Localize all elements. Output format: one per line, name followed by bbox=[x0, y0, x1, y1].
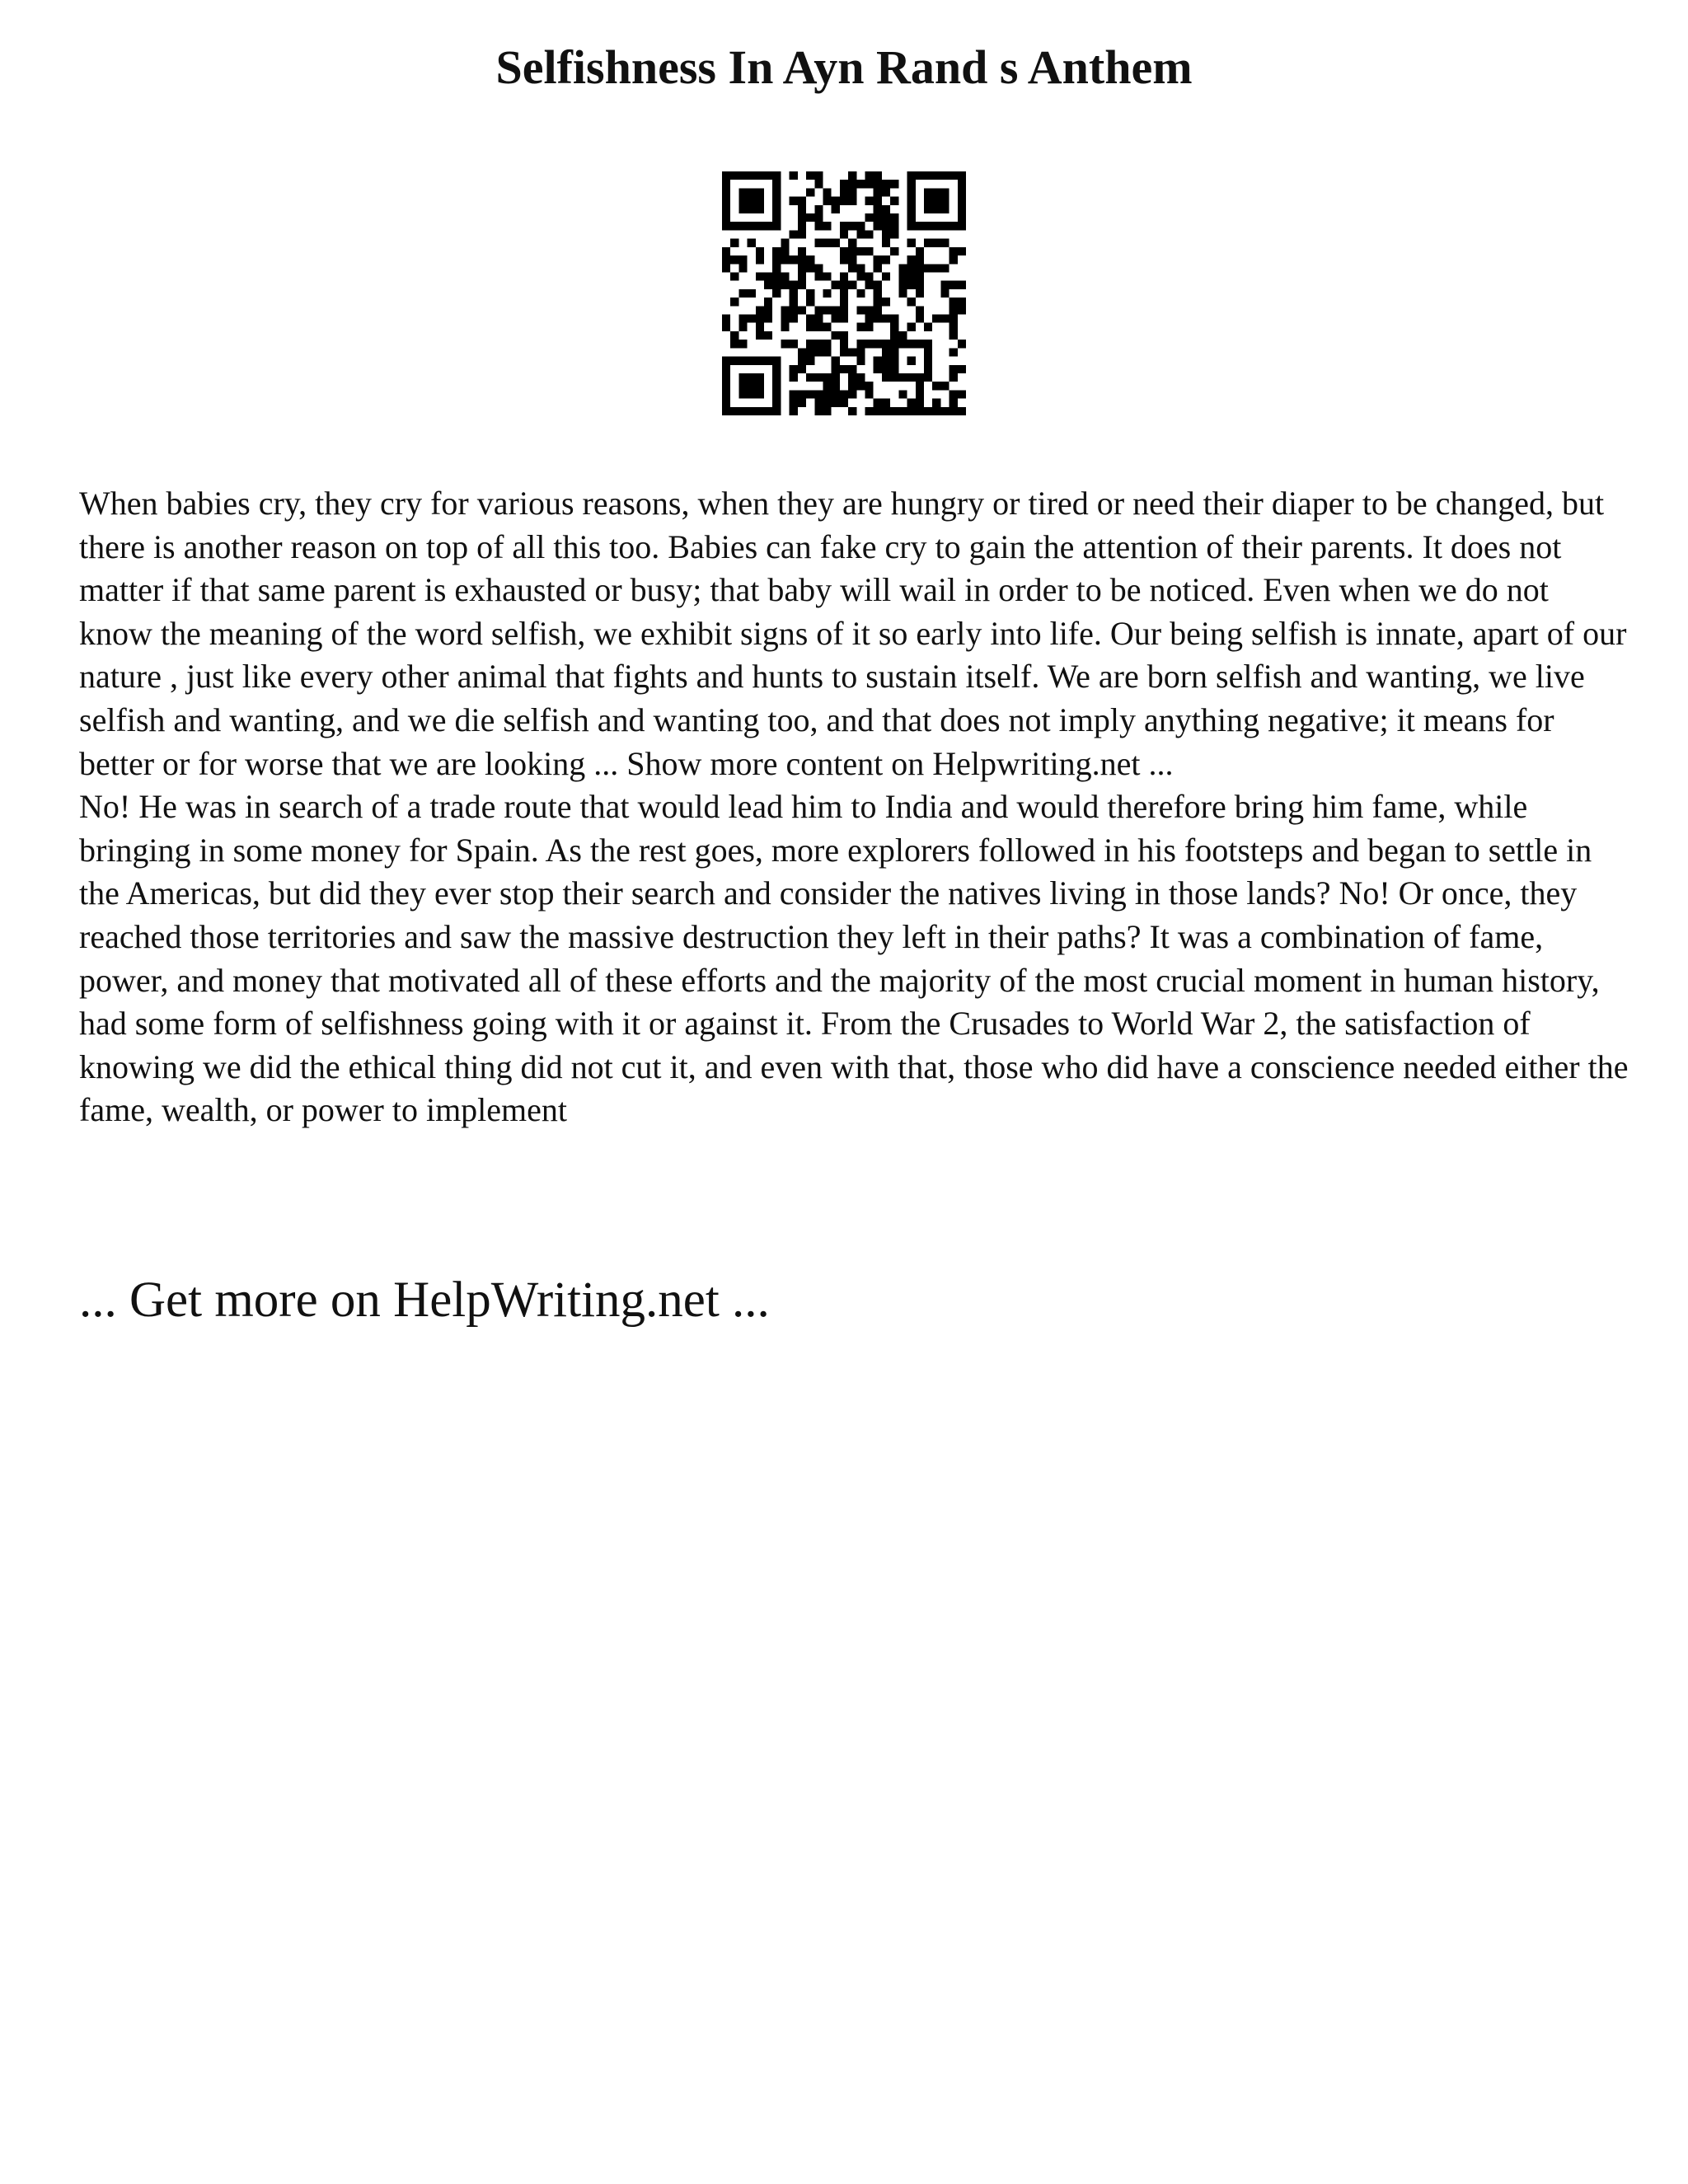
get-more-link[interactable]: ... Get more on HelpWriting.net ... bbox=[79, 1272, 770, 1328]
paragraph: When babies cry, they cry for various reasons, when they are hungry or tired or need their diaper to be changed, but there is another reason on top of all this too. Babies can fake cry to gain the attention of their parents. It does not matter if that same parent is exhausted or busy; that baby will wail in order to be noticed. Even when we do not know the meaning of the word selfish, we exhibit signs of it so early into life. Our being selfish is innate, apart of our nature , just like every other animal that fights and hunts to sustain itself. We are born selfish and wanting, we live selfish and wanting, and we die selfish and wanting too, and that does not imply anything negative; it means for better or for worse that we are looking ... Show more content on Helpwriting.net ... bbox=[79, 485, 1627, 782]
document-title: Selfishness In Ayn Rand s Anthem bbox=[495, 40, 1193, 94]
document-body bbox=[79, 482, 1629, 1132]
paragraph: No! He was in search of a trade route that would lead him to India and would therefore bring him fame, while bringing in some money for Spain. As the rest goes, more explorers followed in his footsteps and began to settle in the Americas, but did they ever stop their search and consider the natives living in those lands? No! Or once, they reached those territories and saw the massive destruction they left in their paths? It was a combination of fame, power, and money that motivated all of these efforts and the majority of the most crucial moment in human history, had some form of selfishness going with it or against it. From the Crusades to World War 2, the satisfaction of knowing we did the ethical thing did not cut it, and even with that, those who did have a conscience needed either the fame, wealth, or power to implement bbox=[79, 788, 1629, 1129]
qr-code-icon bbox=[722, 171, 966, 415]
